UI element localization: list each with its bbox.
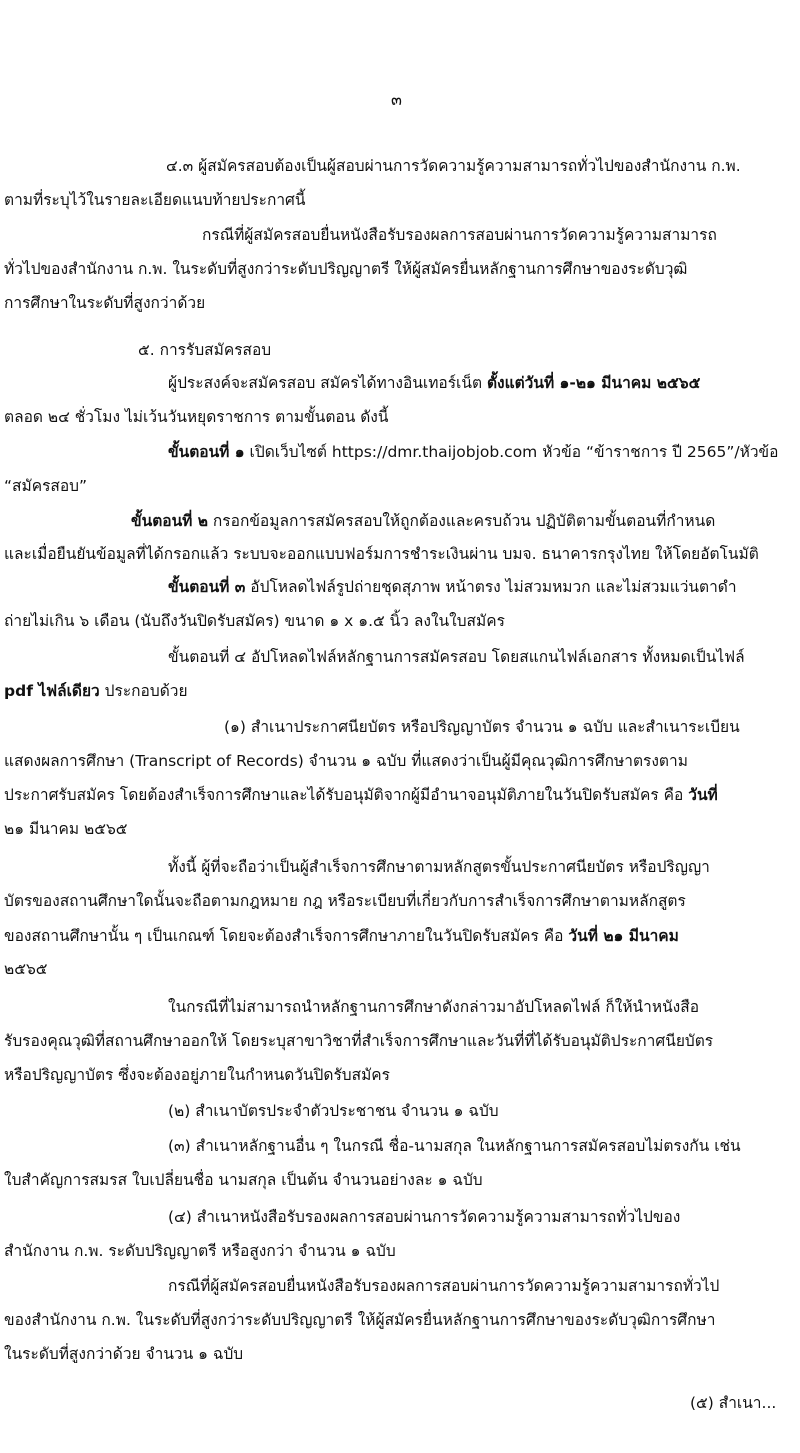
item-3-line1: (๓) สำเนาหลักฐานอื่น ๆ ในกรณี ชื่อ-นามสกุล ในหลักฐานการสมัครสอบไม่ตรงกัน เช่น — [168, 1137, 741, 1155]
item-1-line3 — [4, 784, 718, 806]
item-1-alt-line2: รับรองคุณวุฒิที่สถานศึกษาออกให้ โดยระบุสาขาวิชาที่สำเร็จการศึกษาและวันที่ที่ได้รับอนุมัติประกาศนียบัตร — [4, 1032, 714, 1050]
registration-dates: ตั้งแต่วันที่ ๑-๒๑ มีนาคม ๒๕๖๕ — [486, 374, 701, 392]
item-4-para-line3: ในระดับที่สูงกว่าด้วย จำนวน ๑ ฉบับ — [4, 1345, 244, 1363]
step-1 — [168, 441, 778, 463]
continuation-note: (๕) สำเนา... — [690, 1394, 777, 1412]
section-4-3-para-line2: ทั่วไปของสำนักงาน ก.พ. ในระดับที่สูงกว่าระดับปริญญาตรี ให้ผู้สมัครยื่นหลักฐานการศึกษาของระดับวุฒิ — [4, 260, 688, 278]
step-2 — [131, 510, 715, 532]
section-5-intro-line2: ตลอด ๒๔ ชั่วโมง ไม่เว้นวันหยุดราชการ ตามขั้นตอน ดังนี้ — [4, 408, 389, 426]
item-3-line2: ใบสำคัญการสมรส ใบเปลี่ยนชื่อ นามสกุล เป็นต้น จำนวนอย่างละ ๑ ฉบับ — [4, 1171, 483, 1189]
item-1-alt-line3: หรือปริญญาบัตร ซึ่งจะต้องอยู่ภายในกำหนดวันปิดรับสมัคร — [4, 1066, 390, 1084]
step-1-text: เปิดเว็บไซต์ https://dmr.thaijobjob.com หัวข้อ “ข้าราชการ ปี 2565”/หัวข้อ — [244, 443, 779, 461]
page-number: ๓ — [391, 90, 402, 109]
step-2-cont: และเมื่อยืนยันข้อมูลที่ได้กรอกแล้ว ระบบจะออกแบบฟอร์มการชำระเงินผ่าน บมจ. ธนาคารกรุงไทย ให้โดยอัตโนมัติ — [4, 545, 759, 563]
step-4-cont-text: ประกอบด้วย — [99, 682, 188, 700]
item-1-note-deadline: วันที่ ๒๑ มีนาคม — [568, 927, 679, 945]
item-1-deadline-date: ๒๑ มีนาคม ๒๕๖๕ — [4, 820, 128, 838]
step-4 — [168, 646, 745, 668]
section-4-3-heading-cont: ตามที่ระบุไว้ในรายละเอียดแนบท้ายประกาศนี้ — [4, 191, 306, 209]
step-3 — [168, 576, 737, 598]
item-1-alt-line1: ในกรณีที่ไม่สามารถนำหลักฐานการศึกษาดังกล่าวมาอัปโหลดไฟล์ ก็ให้นำหนังสือ — [168, 998, 700, 1016]
section-5-intro-text: ผู้ประสงค์จะสมัครสอบ สมัครได้ทางอินเทอร์เน็ต — [168, 374, 487, 392]
item-2: (๒) สำเนาบัตรประจำตัวประชาชน จำนวน ๑ ฉบับ — [168, 1102, 499, 1120]
item-4-line2: สำนักงาน ก.พ. ระดับปริญญาตรี หรือสูงกว่า จำนวน ๑ ฉบับ — [4, 1242, 396, 1260]
item-4-para-line1: กรณีที่ผู้สมัครสอบยื่นหนังสือรับรองผลการสอบผ่านการวัดความรู้ความสามารถทั่วไป — [168, 1277, 720, 1295]
step-4-label: ขั้นตอนที่ ๔ — [168, 648, 247, 666]
section-5-intro-line1 — [168, 372, 700, 394]
item-1-note-line2: บัตรของสถานศึกษาใดนั้นจะถือตามกฎหมาย กฎ หรือระเบียบที่เกี่ยวกับการสำเร็จการศึกษาตามหลักสูตร — [4, 892, 686, 910]
step-1-label: ขั้นตอนที่ ๑ — [168, 443, 245, 461]
item-1-line3-text: ประกาศรับสมัคร โดยต้องสำเร็จการศึกษาและได้รับอนุมัติจากผู้มีอำนาจอนุมัติภายในวันปิดรับสมัคร คือ — [4, 786, 689, 804]
step-2-text: กรอกข้อมูลการสมัครสอบให้ถูกต้องและครบถ้วน ปฏิบัติตามขั้นตอนที่กำหนด — [208, 512, 716, 530]
step-4-text: อัปโหลดไฟล์หลักฐานการสมัครสอบ โดยสแกนไฟล์เอกสาร ทั้งหมดเป็นไฟล์ — [246, 648, 745, 666]
pdf-single-file: pdf ไฟล์เดียว — [4, 682, 100, 700]
section-4-3-heading: ๔.๓ ผู้สมัครสอบต้องเป็นผู้สอบผ่านการวัดความรู้ความสามารถทั่วไปของสำนักงาน ก.พ. — [166, 157, 741, 175]
step-1-cont: “สมัครสอบ” — [4, 477, 88, 495]
item-1-line1: (๑) สำเนาประกาศนียบัตร หรือปริญญาบัตร จำนวน ๑ ฉบับ และสำเนาระเบียน — [224, 718, 740, 736]
item-1-note-line3 — [4, 925, 679, 947]
item-4-para-line2: ของสำนักงาน ก.พ. ในระดับที่สูงกว่าระดับปริญญาตรี ให้ผู้สมัครยื่นหลักฐานการศึกษาของระดับวุฒิการศึกษา — [4, 1311, 716, 1329]
step-2-label: ขั้นตอนที่ ๒ — [131, 512, 208, 530]
step-3-label: ขั้นตอนที่ ๓ — [168, 578, 246, 596]
item-1-note-line3-text: ของสถานศึกษานั้น ๆ เป็นเกณฑ์ โดยจะต้องสำเร็จการศึกษาภายในวันปิดรับสมัคร คือ — [4, 927, 569, 945]
item-1-deadline-label: วันที่ — [688, 786, 718, 804]
section-5-heading: ๕. การรับสมัครสอบ — [138, 341, 272, 359]
step-3-cont: ถ่ายไม่เกิน ๖ เดือน (นับถึงวันปิดรับสมัคร) ขนาด ๑ x ๑.๕ นิ้ว ลงในใบสมัคร — [4, 612, 505, 630]
step-3-text: อัปโหลดไฟล์รูปถ่ายชุดสุภาพ หน้าตรง ไม่สวมหมวก และไม่สวมแว่นตาดำ — [245, 578, 737, 596]
item-1-line2: แสดงผลการศึกษา (Transcript of Records) จำนวน ๑ ฉบับ ที่แสดงว่าเป็นผู้มีคุณวุฒิการศึกษาตรงตาม — [4, 752, 688, 770]
item-1-note-line1: ทั้งนี้ ผู้ที่จะถือว่าเป็นผู้สำเร็จการศึกษาตามหลักสูตรขั้นประกาศนียบัตร หรือปริญญา — [168, 858, 710, 876]
section-4-3-para-line1: กรณีที่ผู้สมัครสอบยื่นหนังสือรับรองผลการสอบผ่านการวัดความรู้ความสามารถ — [202, 226, 717, 244]
item-1-note-year: ๒๕๖๕ — [4, 960, 48, 978]
step-4-cont — [4, 680, 188, 702]
section-4-3-para-line3: การศึกษาในระดับที่สูงกว่าด้วย — [4, 294, 206, 312]
item-4-line1: (๔) สำเนาหนังสือรับรองผลการสอบผ่านการวัดความรู้ความสามารถทั่วไปของ — [168, 1208, 681, 1226]
